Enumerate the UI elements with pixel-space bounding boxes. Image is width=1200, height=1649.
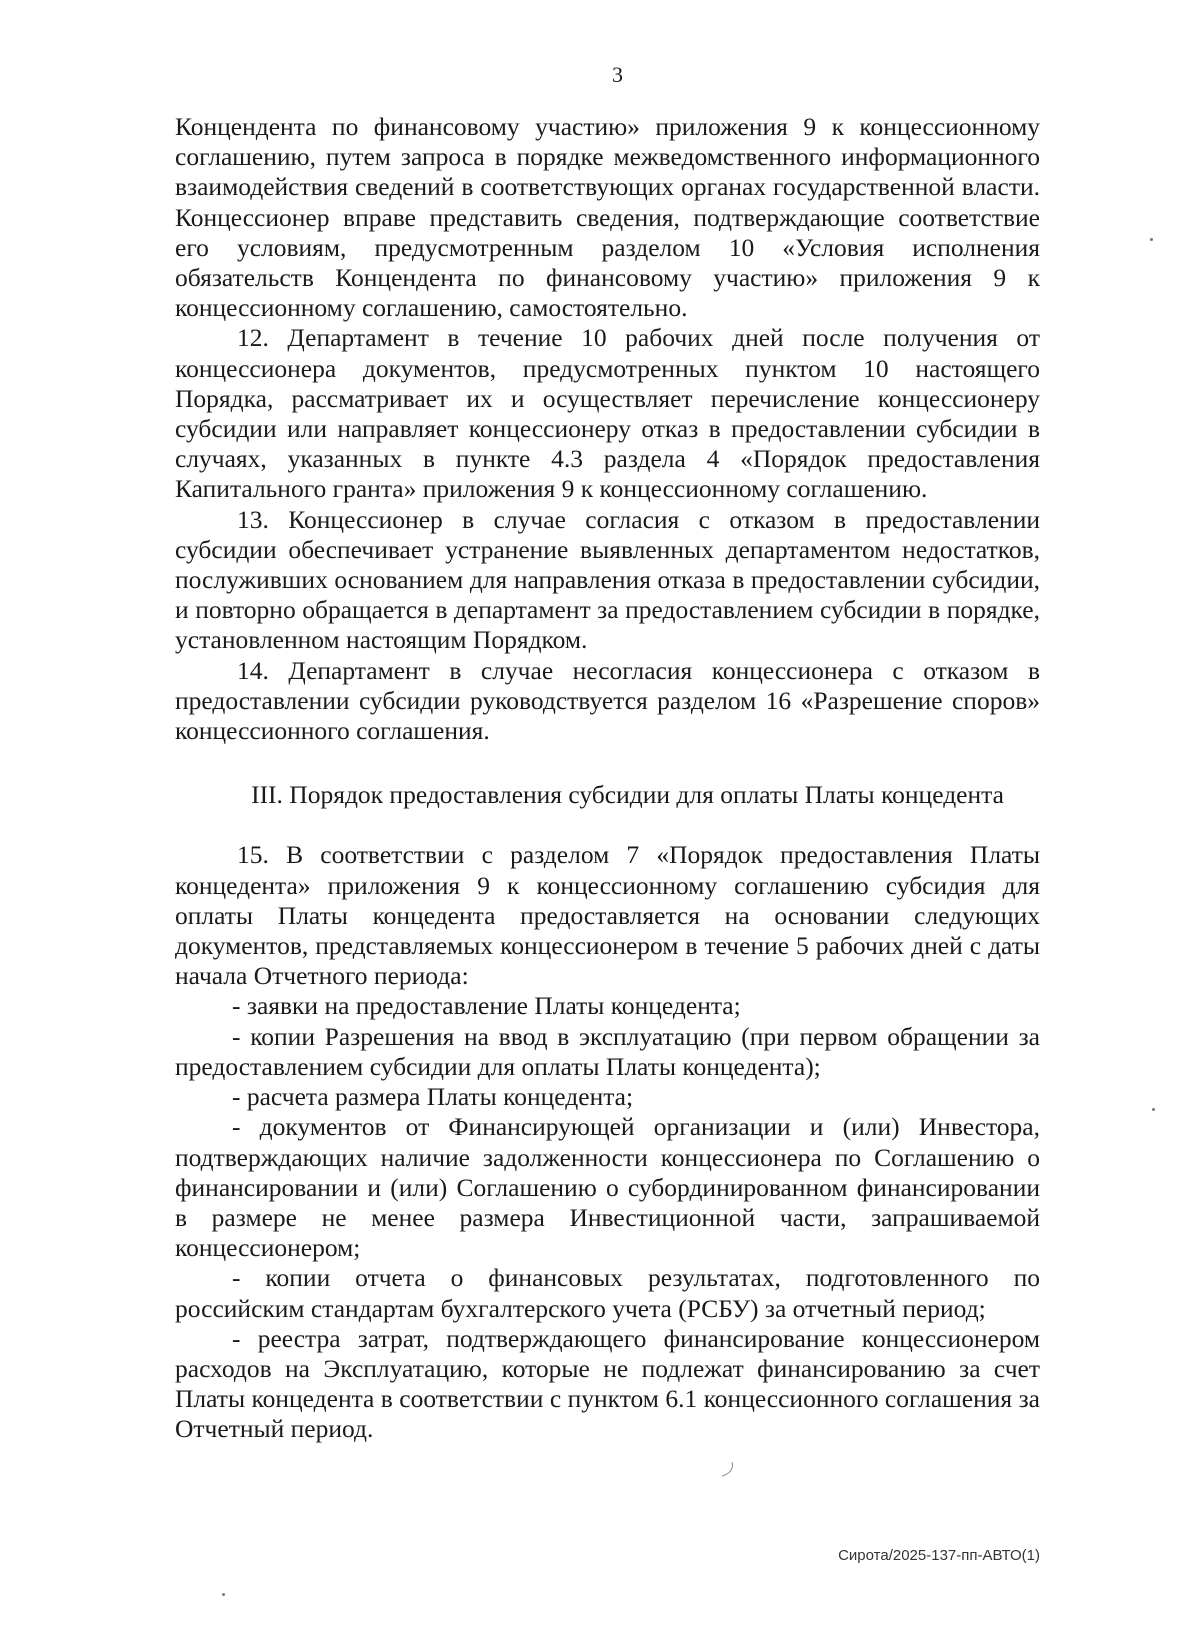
scan-speck <box>222 1593 225 1596</box>
list-item: - заявки на предоставление Платы концедента; <box>232 991 741 1021</box>
scan-speck <box>1150 238 1153 241</box>
paragraph-15: 15. В соответствии с разделом 7 «Порядок предоставления Платы концедента» приложения 9 к концессионному соглашению субсидия для оплаты Платы концедента предоставляется на основании следующих документов, представляемых концессионером в течение 5 рабочих дней с даты начала Отчетного периода: <box>175 840 1040 991</box>
paragraph-13: 13. Концессионер в случае согласия с отказом в предоставлении субсидии обеспечивает устранение выявленных департаментом недостатков, послуживших основанием для направления отказа в предоставлении субсидии, и повторно обращается в департамент за предоставлением субсидии в порядке, установленном настоящим Порядком. <box>175 504 1040 655</box>
section-heading-3: III. Порядок предоставления субсидии для оплаты Платы концедента <box>251 780 1004 810</box>
scan-speck <box>1152 1108 1155 1111</box>
paragraph-14: 14. Департамент в случае несогласия концессионера с отказом в предоставлении субсидии руководствуется разделом 16 «Разрешение споров» концессионного соглашения. <box>175 655 1040 746</box>
paragraph-12: 12. Департамент в течение 10 рабочих дней после получения от концессионера документов, предусмотренных пунктом 10 настоящего Порядка, рассматривает их и осуществляет перечисление концессионеру субсидии или направляет концессионеру отказ в предоставлении субсидии в случаях, указанных в пункте 4.3 раздела 4 «Порядок предоставления Капитального гранта» приложения 9 к концессионному соглашению. <box>175 323 1040 504</box>
scan-mark <box>718 1460 738 1480</box>
list-item: - расчета размера Платы концедента; <box>232 1082 634 1112</box>
page-number: 3 <box>612 62 623 87</box>
document-reference-code: Сирота/2025-137-пп-АВТО(1) <box>838 1547 1040 1564</box>
list-item: - копии Разрешения на ввод в эксплуатацию (при первом обращении за предоставлением субсидии для оплаты Платы концедента); <box>175 1021 1040 1081</box>
list-item: - копии отчета о финансовых результатах, подготовленного по российским стандартам бухгалтерского учета (РСБУ) за отчетный период; <box>175 1263 1040 1323</box>
list-item: - реестра затрат, подтверждающего финансирование концессионером расходов на Эксплуатацию, которые не подлежат финансированию за счет Платы концедента в соответствии с пунктом 6.1 концессионного соглашения за Отчетный период. <box>175 1323 1040 1444</box>
paragraph-continuation: Концендента по финансовому участию» приложения 9 к концессионному соглашению, путем запроса в порядке межведомственного информационного взаимодействия сведений в соответствующих органах государственной власти. Концессионер вправе представить сведения, подтверждающие соответствие его условиям, предусмотренным разделом 10 «Условия исполнения обязательств Концендента по финансовому участию» приложения 9 к концессионному соглашению, самостоятельно. <box>175 112 1040 323</box>
document-body <box>175 112 1040 1445</box>
list-item: - документов от Финансирующей организации и (или) Инвестора, подтверждающих наличие задолженности концессионера по Соглашению о финансировании и (или) Соглашению о субординированном финансировании в размере не менее размера Инвестиционной части, запрашиваемой концессионером; <box>175 1112 1040 1263</box>
